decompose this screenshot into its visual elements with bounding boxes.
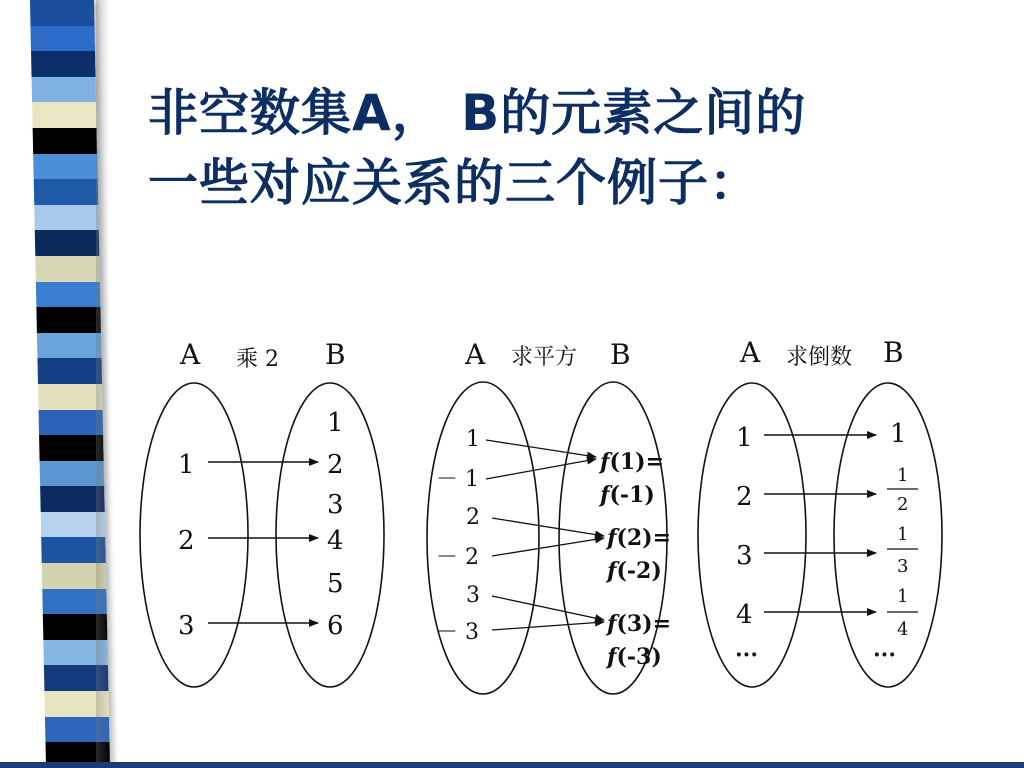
function-symbol: f xyxy=(600,449,610,475)
title-line-2: 一些对应关系的三个例子： xyxy=(148,154,760,212)
b-element xyxy=(598,482,655,508)
mapping-arrow xyxy=(492,538,604,556)
a-element: － 1 xyxy=(436,467,479,492)
a-element: 1 xyxy=(178,450,195,480)
b-element: 6 xyxy=(327,611,344,641)
title-line-1: 非空数集A， B的元素之间的 xyxy=(148,84,807,142)
fraction-one-quarter xyxy=(887,586,918,640)
mapping-arrow xyxy=(492,596,604,620)
b-element xyxy=(605,525,671,551)
b-element xyxy=(605,644,662,670)
fraction-one-half xyxy=(887,465,918,515)
fraction-denominator: 3 xyxy=(897,556,909,577)
a-element: － 2 xyxy=(436,545,479,570)
function-argument: (-2) xyxy=(616,558,662,584)
rule-label: 乘 2 xyxy=(236,347,279,372)
a-element: 2 xyxy=(178,526,195,556)
b-element: 3 xyxy=(327,490,344,520)
a-element: 1 xyxy=(736,423,753,453)
a-element: 3 xyxy=(736,541,753,571)
function-argument: (-1) xyxy=(609,482,655,508)
b-element xyxy=(605,611,671,637)
set-a-label: A xyxy=(180,338,201,371)
b-element: 5 xyxy=(327,569,344,599)
b-element: 1 xyxy=(890,419,907,449)
bottom-border-strip xyxy=(0,762,1024,768)
b-element: 1 xyxy=(327,408,344,438)
mapping-arrow xyxy=(492,518,604,536)
fraction-numerator: 1 xyxy=(897,524,909,545)
diagram-square xyxy=(427,338,671,694)
function-symbol: f xyxy=(607,611,617,637)
a-element: 3 xyxy=(466,583,480,608)
a-element: 2 xyxy=(736,482,753,512)
set-a-ellipse xyxy=(427,382,539,694)
a-element: 1 xyxy=(466,427,480,452)
set-a-label: A xyxy=(465,338,486,371)
set-b-label: B xyxy=(325,338,346,371)
mapping-arrow xyxy=(486,459,596,479)
b-element: 4 xyxy=(327,526,344,556)
fraction-numerator: 1 xyxy=(897,465,909,486)
b-element xyxy=(598,449,664,475)
b-ellipsis: ··· xyxy=(873,642,896,668)
function-symbol: f xyxy=(607,525,617,551)
a-element: 4 xyxy=(736,600,753,630)
function-argument: (-3) xyxy=(616,644,662,670)
function-argument: (2)= xyxy=(616,525,672,551)
b-element xyxy=(605,558,662,584)
set-b-label: B xyxy=(610,338,631,371)
set-b-label: B xyxy=(883,336,904,369)
function-symbol: f xyxy=(607,644,617,670)
function-argument: (1)= xyxy=(609,449,665,475)
fraction-numerator: 1 xyxy=(897,586,909,607)
fraction-denominator: 4 xyxy=(897,619,909,640)
function-argument: (3)= xyxy=(616,611,672,637)
set-a-label: A xyxy=(740,336,761,369)
function-symbol: f xyxy=(600,482,610,508)
rule-label: 求倒数 xyxy=(786,345,853,370)
diagram-reciprocal xyxy=(698,336,942,687)
rule-label: 求平方 xyxy=(511,345,578,370)
b-element: 2 xyxy=(327,450,344,480)
a-element: － 3 xyxy=(436,620,479,645)
a-element: 3 xyxy=(178,611,195,641)
diagram-multiply-by-2 xyxy=(140,338,384,687)
a-element: 2 xyxy=(466,505,480,530)
fraction-one-third xyxy=(887,524,918,577)
a-ellipsis: ··· xyxy=(735,642,758,668)
mapping-arrow xyxy=(492,622,604,630)
function-symbol: f xyxy=(607,558,617,584)
mapping-arrow xyxy=(486,440,596,457)
fraction-denominator: 2 xyxy=(897,494,909,515)
